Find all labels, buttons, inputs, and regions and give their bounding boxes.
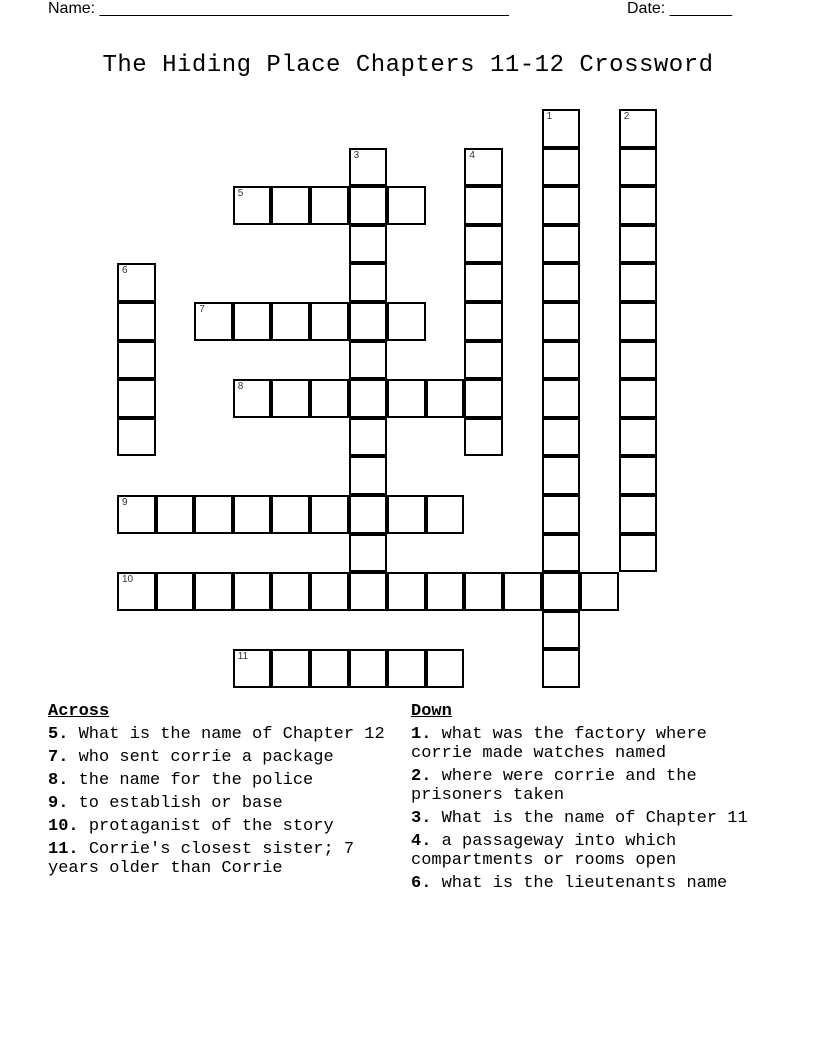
grid-cell[interactable] xyxy=(271,572,310,611)
grid-cell[interactable] xyxy=(542,379,581,418)
grid-cell[interactable] xyxy=(194,495,233,534)
clue-text: to establish or base xyxy=(78,794,283,813)
grid-cell[interactable] xyxy=(349,263,388,302)
grid-cell[interactable] xyxy=(233,302,272,341)
grid-cell[interactable] xyxy=(117,341,156,380)
grid-cell[interactable] xyxy=(271,186,310,225)
grid-cell[interactable] xyxy=(619,225,658,264)
clue-text: the name for the police xyxy=(78,771,314,790)
clue-number: 2. xyxy=(411,767,432,786)
grid-cell[interactable] xyxy=(271,495,310,534)
clue-text: who sent corrie a package xyxy=(78,748,334,767)
page-title: The Hiding Place Chapters 11-12 Crossword xyxy=(102,52,714,79)
grid-cell[interactable] xyxy=(310,379,349,418)
grid-cell[interactable] xyxy=(542,109,581,148)
grid-cell[interactable] xyxy=(542,225,581,264)
grid-cell[interactable] xyxy=(464,148,503,187)
clue-number: 7. xyxy=(48,748,69,767)
grid-cell[interactable] xyxy=(387,302,426,341)
down-clue xyxy=(411,874,771,893)
clue-text: Corrie's closest sister; 7 years older than Corrie xyxy=(48,840,355,878)
clue-text: What is the name of Chapter 12 xyxy=(78,725,385,744)
grid-cell[interactable] xyxy=(271,379,310,418)
cell-number: 11 xyxy=(237,651,249,663)
grid-cell[interactable] xyxy=(619,534,658,573)
clue-number: 10. xyxy=(48,817,79,836)
grid-cell[interactable] xyxy=(349,649,388,688)
down-clue xyxy=(411,809,771,828)
clue-number: 11. xyxy=(48,840,79,859)
down-clue xyxy=(411,832,771,870)
across-clue xyxy=(48,748,398,767)
across-clue xyxy=(48,771,398,790)
grid-cell[interactable] xyxy=(349,456,388,495)
grid-cell[interactable] xyxy=(464,302,503,341)
grid-cell[interactable] xyxy=(503,572,542,611)
grid-cell[interactable] xyxy=(117,418,156,457)
across-clue xyxy=(48,840,398,878)
grid-cell[interactable] xyxy=(349,186,388,225)
grid-cell[interactable] xyxy=(426,572,465,611)
grid-cell[interactable] xyxy=(464,341,503,380)
grid-cell[interactable] xyxy=(542,572,581,611)
grid-cell[interactable] xyxy=(580,572,619,611)
clue-number: 3. xyxy=(411,809,432,828)
grid-cell[interactable] xyxy=(619,109,658,148)
grid-cell[interactable] xyxy=(194,302,233,341)
clue-text: what is the lieutenants name xyxy=(441,874,728,893)
clue-number: 9. xyxy=(48,794,69,813)
grid-cell[interactable] xyxy=(619,263,658,302)
grid-cell[interactable] xyxy=(117,263,156,302)
grid-cell[interactable] xyxy=(426,495,465,534)
grid-cell[interactable] xyxy=(464,263,503,302)
cell-number: 6 xyxy=(122,265,128,277)
grid-cell[interactable] xyxy=(619,148,658,187)
grid-cell[interactable] xyxy=(542,495,581,534)
grid-cell[interactable] xyxy=(619,379,658,418)
clue-number: 8. xyxy=(48,771,69,790)
grid-cell[interactable] xyxy=(156,495,195,534)
grid-cell[interactable] xyxy=(619,418,658,457)
cell-number: 8 xyxy=(237,381,244,393)
grid-cell[interactable] xyxy=(349,148,388,187)
grid-cell[interactable] xyxy=(349,379,388,418)
grid-cell[interactable] xyxy=(310,302,349,341)
grid-cell[interactable] xyxy=(117,572,156,611)
across-clue xyxy=(48,817,398,836)
across-clue xyxy=(48,725,398,744)
grid-cell[interactable] xyxy=(542,341,581,380)
date-field-label: Date: _______ xyxy=(627,0,732,17)
grid-cell[interactable] xyxy=(233,572,272,611)
grid-cell[interactable] xyxy=(387,186,426,225)
clue-text: where were corrie and the prisoners taken xyxy=(411,767,697,805)
grid-cell[interactable] xyxy=(619,302,658,341)
grid-cell[interactable] xyxy=(426,379,465,418)
grid-cell[interactable] xyxy=(619,495,658,534)
grid-cell[interactable] xyxy=(542,418,581,457)
grid-cell[interactable] xyxy=(619,456,658,495)
grid-cell[interactable] xyxy=(464,379,503,418)
grid-cell[interactable] xyxy=(542,534,581,573)
grid-cell[interactable] xyxy=(542,611,581,650)
grid-cell[interactable] xyxy=(542,263,581,302)
grid-cell[interactable] xyxy=(464,572,503,611)
grid-cell[interactable] xyxy=(387,379,426,418)
cell-number: 3 xyxy=(353,149,360,161)
grid-cell[interactable] xyxy=(233,649,272,688)
clue-text: what was the factory where corrie made watches named xyxy=(411,725,707,763)
grid-cell[interactable] xyxy=(117,379,156,418)
grid-cell[interactable] xyxy=(194,572,233,611)
grid-cell[interactable] xyxy=(233,379,272,418)
cell-number: 2 xyxy=(623,111,630,122)
cell-number: 10 xyxy=(122,574,134,586)
across-heading: Across xyxy=(48,702,110,721)
grid-cell[interactable] xyxy=(542,456,581,495)
clue-text: protaganist of the story xyxy=(88,817,334,836)
grid-cell[interactable] xyxy=(619,186,658,225)
grid-cell[interactable] xyxy=(117,302,156,341)
across-clue xyxy=(48,794,398,813)
grid-cell[interactable] xyxy=(310,186,349,225)
grid-cell[interactable] xyxy=(349,341,388,380)
grid-cell[interactable] xyxy=(349,572,388,611)
down-clues xyxy=(411,702,771,897)
down-heading: Down xyxy=(411,702,452,721)
grid-cell[interactable] xyxy=(349,225,388,264)
grid-cell[interactable] xyxy=(387,572,426,611)
down-clue xyxy=(411,725,771,763)
grid-cell[interactable] xyxy=(464,225,503,264)
clue-text: a passageway into which compartments or rooms open xyxy=(411,832,677,870)
grid-cell[interactable] xyxy=(233,186,272,225)
grid-cell[interactable] xyxy=(310,572,349,611)
grid-cell[interactable] xyxy=(156,572,195,611)
cell-number: 9 xyxy=(122,497,128,508)
grid-cell[interactable] xyxy=(426,649,465,688)
across-clues xyxy=(48,702,398,882)
grid-cell[interactable] xyxy=(542,649,581,688)
clue-number: 6. xyxy=(411,874,432,893)
grid-cell[interactable] xyxy=(464,186,503,225)
grid-cell[interactable] xyxy=(349,302,388,341)
down-clue xyxy=(411,767,771,805)
cell-number: 5 xyxy=(237,188,244,200)
grid-cell[interactable] xyxy=(349,495,388,534)
clue-number: 5. xyxy=(48,725,69,744)
clue-number: 1. xyxy=(411,725,432,744)
grid-cell[interactable] xyxy=(542,302,581,341)
grid-cell[interactable] xyxy=(542,186,581,225)
grid-cell[interactable] xyxy=(542,148,581,187)
grid-cell[interactable] xyxy=(271,649,310,688)
cell-number: 1 xyxy=(546,111,553,122)
grid-cell[interactable] xyxy=(310,649,349,688)
grid-cell[interactable] xyxy=(387,649,426,688)
grid-cell[interactable] xyxy=(310,495,349,534)
cell-number: 7 xyxy=(199,304,205,315)
clue-number: 4. xyxy=(411,832,432,851)
grid-cell[interactable] xyxy=(387,495,426,534)
grid-cell[interactable] xyxy=(233,495,272,534)
name-field-label: Name: ______________________________________________ xyxy=(48,0,509,17)
grid-cell[interactable] xyxy=(349,534,388,573)
grid-cell[interactable] xyxy=(349,418,388,457)
grid-cell[interactable] xyxy=(271,302,310,341)
clue-text: What is the name of Chapter 11 xyxy=(441,809,748,828)
cell-number: 4 xyxy=(469,149,475,161)
grid-cell[interactable] xyxy=(619,341,658,380)
grid-cell[interactable] xyxy=(464,418,503,457)
grid-cell[interactable] xyxy=(117,495,156,534)
